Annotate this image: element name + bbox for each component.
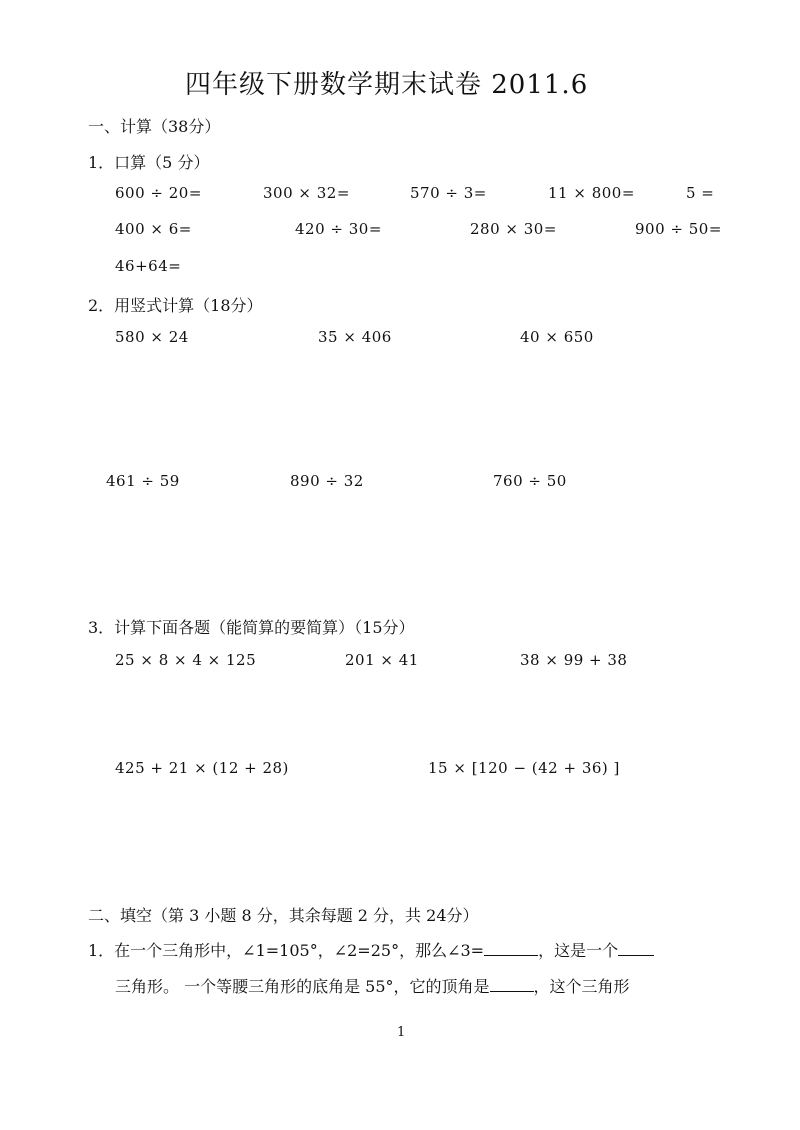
simplify-item: 25 × 8 × 4 × 125 <box>115 651 257 669</box>
fill-blank-text: 1．在一个三角形中，∠1=105°，∠2=25°，那么∠3= <box>88 941 485 960</box>
page-title: 四年级下册数学期末试卷 2011.6 <box>185 70 589 100</box>
oral-item: 900 ÷ 50= <box>635 220 722 238</box>
vertical-calc-item: 760 ÷ 50 <box>493 472 567 490</box>
simplify-item: 38 × 99 + 38 <box>520 651 628 669</box>
vertical-calc-item: 35 × 406 <box>318 328 392 346</box>
page-number: 1 <box>397 1025 406 1040</box>
simplify-item: 15 × [120 − (42 + 36) ] <box>428 759 620 777</box>
oral-item: 300 × 32= <box>263 184 350 202</box>
answer-blank[interactable] <box>618 939 654 956</box>
q1-heading: 1．口算（5 分） <box>88 153 210 172</box>
q3-heading: 3．计算下面各题（能简算的要简算）（15分） <box>88 618 415 637</box>
fill-blank-line <box>115 974 630 997</box>
oral-item: 400 × 6= <box>115 220 192 238</box>
simplify-item: 425 + 21 × (12 + 28) <box>115 759 289 777</box>
vertical-calc-item: 461 ÷ 59 <box>106 472 180 490</box>
oral-item: 46+64= <box>115 257 182 275</box>
oral-item: 280 × 30= <box>470 220 557 238</box>
fill-blank-text: ，这个三角形 <box>533 977 630 996</box>
section1-heading: 一、计算（38分） <box>88 117 221 136</box>
fill-blank-text: 三角形。 一个等腰三角形的底角是 55°，它的顶角是 <box>115 977 490 996</box>
vertical-calc-item: 40 × 650 <box>520 328 594 346</box>
oral-item: 570 ÷ 3= <box>410 184 487 202</box>
q2-heading: 2．用竖式计算（18分） <box>88 296 263 315</box>
fill-blank-text: ，这是一个 <box>538 941 619 960</box>
answer-blank[interactable] <box>484 939 538 956</box>
oral-item: 420 ÷ 30= <box>295 220 382 238</box>
answer-blank[interactable] <box>490 975 534 992</box>
oral-item: 600 ÷ 20= <box>115 184 202 202</box>
oral-item: 5 = <box>686 184 715 202</box>
section2-heading: 二、填空（第 3 小题 8 分，其余每题 2 分，共 24分） <box>88 906 479 925</box>
oral-item: 11 × 800= <box>548 184 635 202</box>
vertical-calc-item: 890 ÷ 32 <box>290 472 364 490</box>
simplify-item: 201 × 41 <box>345 651 419 669</box>
vertical-calc-item: 580 × 24 <box>115 328 189 346</box>
fill-blank-line <box>88 938 654 961</box>
